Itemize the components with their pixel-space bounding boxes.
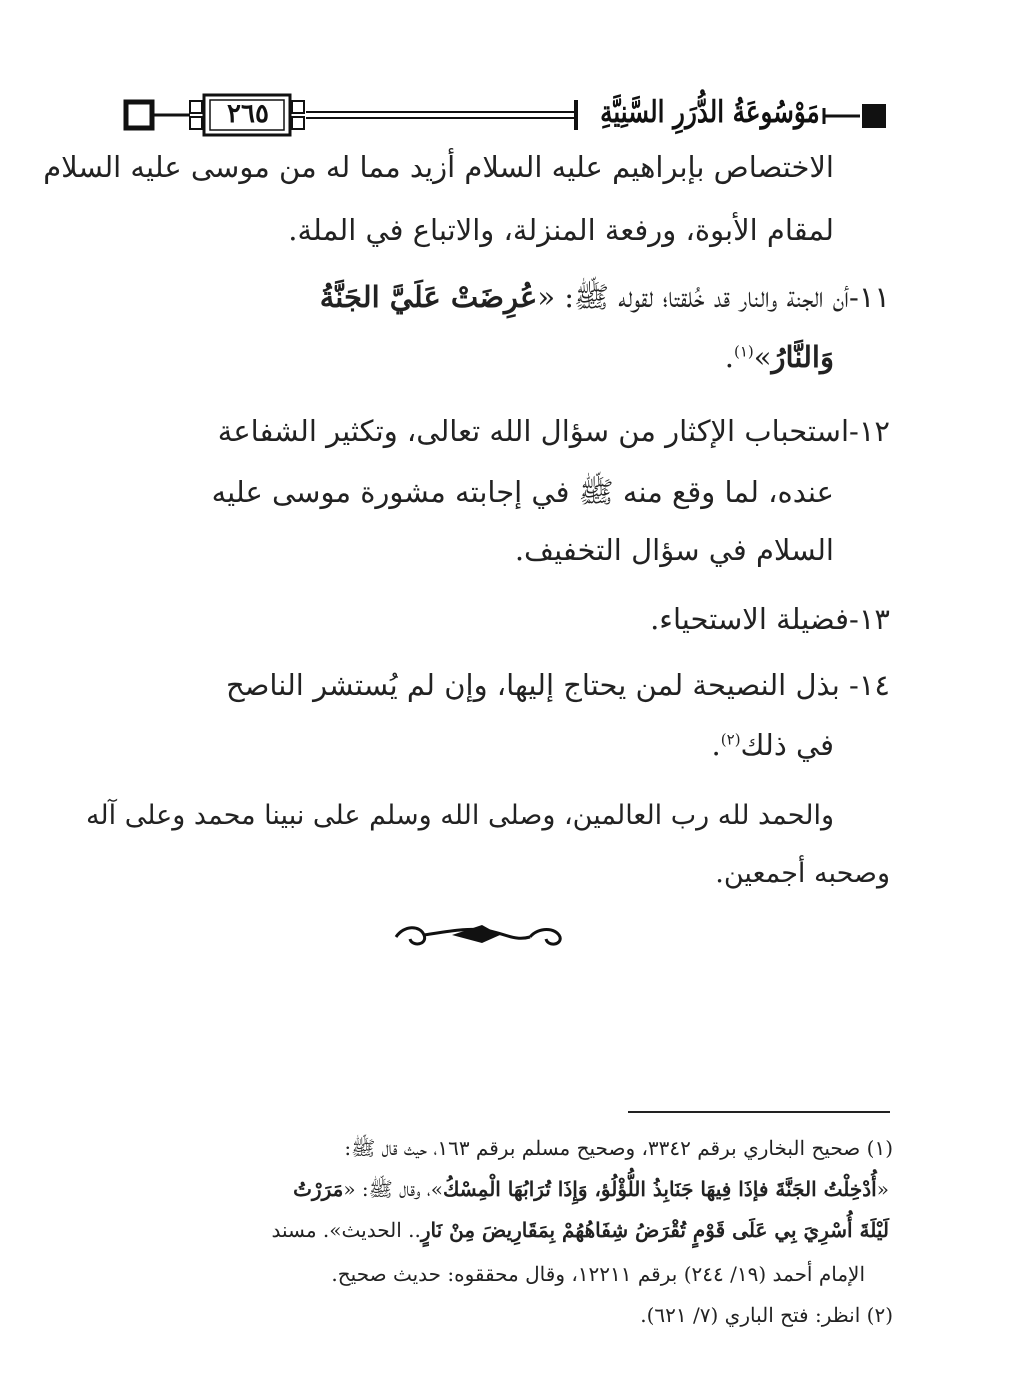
footnote-ref: (١) (733, 342, 754, 361)
text-line: لمقام الأبوة، ورفعة المنزلة، والاتباع في الملة. (288, 213, 834, 247)
hadith-quote: مَرَرْتُ (293, 1177, 344, 1201)
text-run: .. الحديث». مسند (271, 1218, 421, 1242)
book-title: مَوْسُوعَةُ الدُّرَرِ السَّنِيَّةِ (600, 95, 820, 130)
text-line: وصحبه أجمعين. (715, 858, 890, 889)
hadith-quote: أُدْخِلْتُ الجَنَّةَ فإذَا فِيهَا جَنَابِذُ اللُّؤْلُؤ، وَإِذَا تُرَابُهَا الْمِسْكُ (442, 1177, 877, 1201)
text-line: عنده، لما وقع منه ﷺ في إجابته مشورة موسى عليه (211, 475, 834, 509)
text-line: ١٣-فضيلة الاستحياء. (650, 602, 890, 636)
hadith-quote: عُرِضَتْ عَلَيَّ الجَنَّةُ (319, 280, 538, 314)
page-number: ٢٦٥ (227, 99, 269, 129)
footnote-line: (١) صحيح البخاري برقم ٣٣٤٢، وصحيح مسلم برقم ١٦٣، حيث قال ﷺ: (344, 1136, 893, 1160)
footnote-line: الإمام أحمد (١٩/ ٢٤٤) برقم ١٢٢١١، وقال محققوه: حديث صحيح. (331, 1262, 865, 1286)
footnote-ref: (٢) (720, 730, 741, 749)
text-line (320, 280, 890, 322)
footnote-line: (٢) انظر: فتح الباري (٧/ ٦٢١). (640, 1303, 893, 1327)
hadith-quote: وَالنَّارُ (771, 340, 834, 374)
hadith-quote: لَيْلَةَ أُسْرِيَ بِي عَلَى قَوْمٍ تُقْرَضُ شِفَاهُهُمْ بِمَقَارِيضَ مِنْ نَارٍ (420, 1218, 889, 1242)
text-line (712, 728, 834, 762)
text-run: »، وقال ﷺ: « (343, 1177, 443, 1201)
footnote-line (293, 1177, 889, 1206)
text-line: السلام في سؤال التخفيف. (514, 533, 834, 567)
footnote-line (271, 1218, 889, 1242)
text-line (725, 340, 834, 374)
footnote-separator (628, 1111, 890, 1113)
text-run: « (876, 1177, 889, 1201)
text-run: . (711, 728, 721, 762)
text-run: » (753, 340, 772, 374)
text-line: والحمد لله رب العالمين، وصلى الله وسلم على نبينا محمد وعلى آله (85, 800, 834, 831)
divider-ornament (390, 915, 566, 955)
text-line: ١٤- بذل النصيحة لمن يحتاج إليها، وإن لم يُستشر الناصح (226, 668, 890, 702)
text-line: ١٢-استحباب الإكثار من سؤال الله تعالى، وتكثير الشفاعة (217, 414, 890, 448)
text-run: . (724, 340, 734, 374)
text-run: ١١-أن الجنة والنار قد خُلقتا؛ لقوله ﷺ: « (537, 280, 890, 314)
text-line: الاختصاص بإبراهيم عليه السلام أزيد مما له من موسى عليه السلام (43, 150, 834, 184)
text-run: في ذلك (740, 728, 834, 762)
